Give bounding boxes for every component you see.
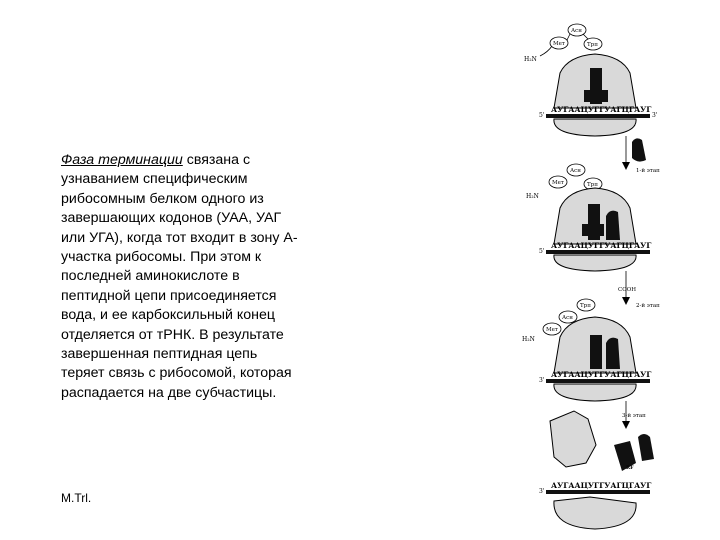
step-3-label: 3-й этап xyxy=(622,413,646,419)
met-label-2: Мет xyxy=(552,180,564,186)
released-large-subunit xyxy=(550,411,596,467)
stage-1 xyxy=(510,18,682,136)
mrna-sequence-2: АУГААЦУГГУАГЦГАУГ xyxy=(551,241,652,250)
text-line-8: пептидной цепи присоединяется xyxy=(61,287,277,304)
termination-diagram xyxy=(510,18,682,530)
trp-label: Трп xyxy=(587,42,598,48)
stage-3 xyxy=(510,271,682,401)
h2n-label-3: H₂N xyxy=(522,336,535,343)
asn-label-3: Асн xyxy=(562,315,573,321)
text-line-7: последней аминокислоте в xyxy=(61,268,240,285)
release-factor xyxy=(632,138,646,161)
trp-label-2: Трп xyxy=(587,182,598,188)
text-line-10: отделяется от тРНК. В результате xyxy=(61,326,284,343)
three-prime: 3' xyxy=(652,112,658,119)
met-label: Мет xyxy=(553,41,565,47)
step-2-label: 2-й этап xyxy=(636,303,660,309)
mrna-sequence-3: АУГААЦУГГУАГЦГАУГ xyxy=(551,370,652,379)
three-prime-3: 3' xyxy=(539,377,545,384)
text-line-1: связана с xyxy=(182,152,251,168)
asn-label-2: Асн xyxy=(570,168,581,174)
term-heading: Фаза терминации xyxy=(61,152,183,168)
text-line-3: рибосомным белком одного из xyxy=(61,190,264,207)
text-line-4: завершающих кодонов (УАА, УАГ xyxy=(61,210,282,227)
mrna-sequence-4: АУГААЦУГГУАГЦГАУГ xyxy=(551,481,652,490)
step-1-label: 1-й этап xyxy=(636,168,660,174)
text-line-12: теряет связь с рибосомой, которая xyxy=(61,365,292,382)
three-prime-4: 3' xyxy=(539,488,545,495)
met-label-3: Мет xyxy=(546,327,558,333)
stage-2 xyxy=(510,136,682,271)
author-signature: M.Trl. xyxy=(61,491,92,505)
asn-label: Асн xyxy=(571,28,582,34)
mrna-sequence: АУГААЦУГГУАГЦГАУГ xyxy=(551,105,652,114)
text-line-13: распадается на две субчастицы. xyxy=(61,384,277,401)
released-small-subunit xyxy=(554,497,636,529)
text-line-11: завершенная пептидная цепь xyxy=(61,346,258,363)
text-line-2: узнаванием специфическим xyxy=(61,171,248,188)
termination-description xyxy=(61,151,346,403)
text-line-9: вода, и ее карбоксильный конец xyxy=(61,307,275,324)
five-prime: 5' xyxy=(539,112,545,119)
text-line-5: или УГА), когда тот входит в зону А- xyxy=(61,229,298,246)
release-factor-label: RF xyxy=(626,465,634,471)
cooh-label: COOH xyxy=(618,287,637,293)
trp-label-3: Трп xyxy=(580,303,591,309)
text-line-6: участка рибосомы. При этом к xyxy=(61,249,262,266)
five-prime-2: 5' xyxy=(539,248,545,255)
stage-4 xyxy=(510,401,682,530)
h2n-label-2: H₂N xyxy=(526,193,539,200)
h2n-label: H₂N xyxy=(524,56,537,63)
